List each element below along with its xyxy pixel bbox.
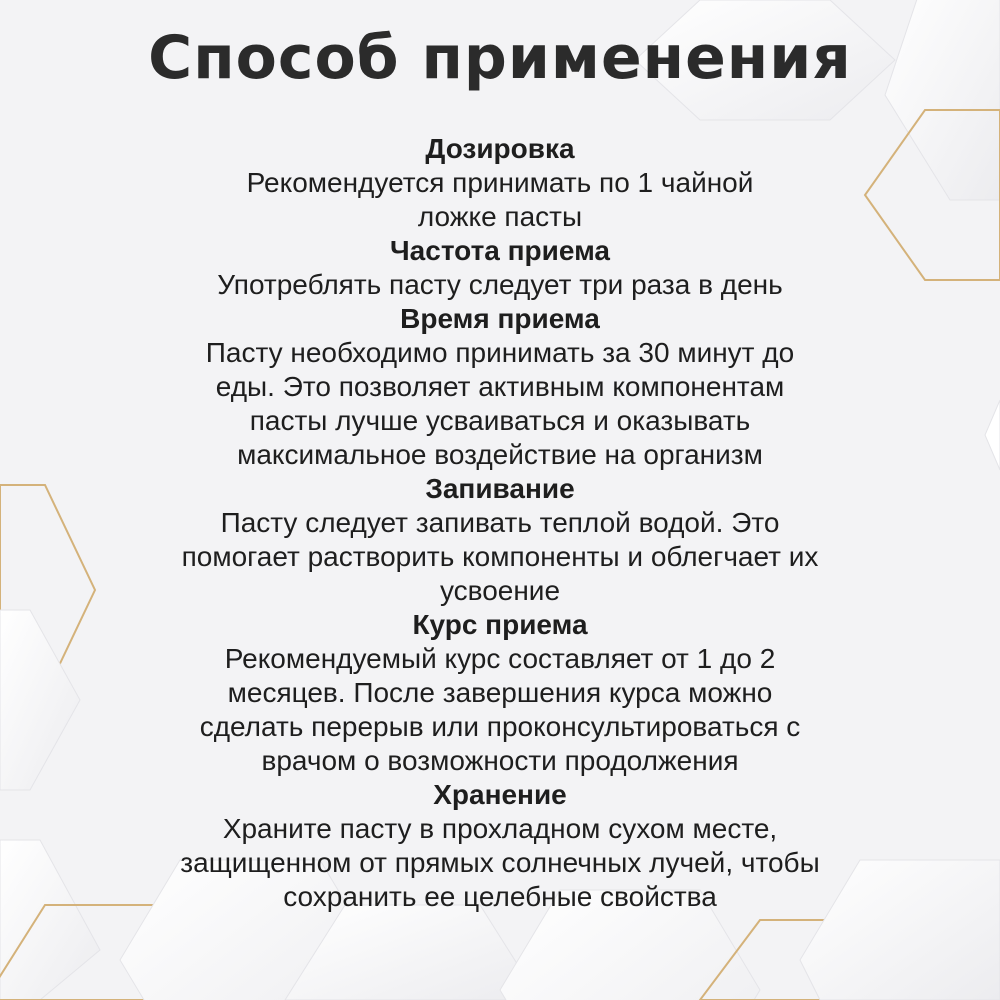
section-heading: Хранение	[433, 779, 567, 810]
section-text-line: ложке пасты	[417, 201, 583, 232]
hexagon-shape	[985, 400, 1000, 470]
section-text-line: Употреблять пасту следует три раза в день	[217, 269, 783, 300]
section-storage	[100, 778, 900, 914]
section-text-line: еды. Это позволяет активным компонентам	[215, 371, 785, 402]
section-text-line: Храните пасту в прохладном сухом месте,	[222, 813, 778, 844]
section-text-line: помогает растворить компоненты и облегчает их	[181, 541, 819, 572]
section-text-line: месяцев. После завершения курса можно	[227, 677, 773, 708]
section-text-line: защищенном от прямых солнечных лучей, чтобы	[180, 847, 820, 878]
section-text-line: усвоение	[439, 575, 561, 606]
section-dosage	[100, 132, 900, 234]
section-text-line: сохранить ее целебные свойства	[283, 881, 717, 912]
section-drinking	[100, 472, 900, 608]
section-text-line: Пасту следует запивать теплой водой. Это	[220, 507, 780, 538]
instructions-body	[100, 132, 900, 914]
section-heading: Запивание	[425, 473, 575, 504]
section-heading: Дозировка	[425, 133, 575, 164]
section-text-line: врачом о возможности продолжения	[261, 745, 739, 776]
section-text-line: Рекомендуемый курс составляет от 1 до 2	[224, 643, 776, 674]
section-timing	[100, 302, 900, 472]
section-heading: Частота приема	[390, 235, 610, 266]
section-course	[100, 608, 900, 778]
hexagon-shape	[0, 610, 80, 790]
hexagon-shape	[0, 840, 100, 1000]
section-text-line: пасты лучше усваиваться и оказывать	[249, 405, 751, 436]
section-text-line: сделать перерыв или проконсультироваться с	[199, 711, 801, 742]
section-heading: Курс приема	[412, 609, 588, 640]
section-frequency	[100, 234, 900, 302]
section-text-line: Пасту необходимо принимать за 30 минут до	[205, 337, 795, 368]
page-title: Способ применения	[148, 23, 852, 93]
section-text-line: Рекомендуется принимать по 1 чайной	[246, 167, 754, 198]
section-text-line: максимальное воздействие на организм	[237, 439, 763, 470]
section-heading: Время приема	[400, 303, 600, 334]
